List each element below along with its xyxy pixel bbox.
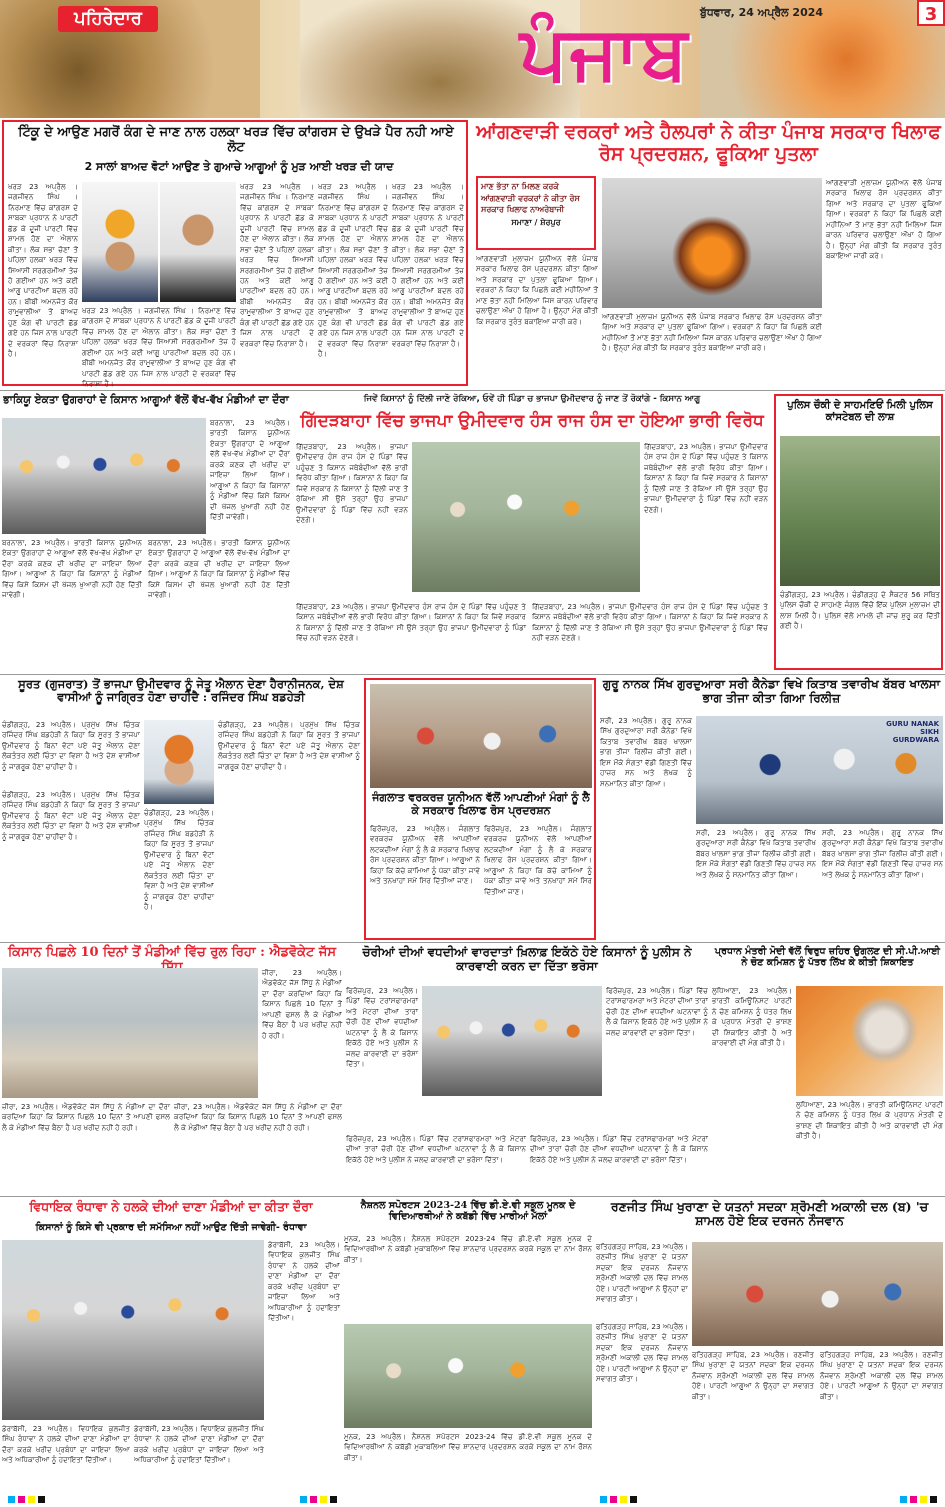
article-body-col3: ਚੰਡੀਗੜ੍ਹ, 23 ਅਪ੍ਰੈਲ। ਪ੍ਰਮੁੱਖ ਸਿੱਖ ਚਿੰਤਕ ਰਜਿੰਦਰ ਸਿੰਘ ਬਡਹੇੜੀ ਨੇ ਕਿਹਾ ਕਿ ਸੂਰਤ ਤੋਂ ਭਾਜਪਾ ਉਮੀਦਵਾਰ ਨੂੰ ਬਿਨਾਂ ਵੋਟਾਂ ਪਏ ਜੇਤੂ ਐਲਾਨ ਦੇਣਾ ਲੋਕਤੰਤਰ ਲਈ ਚਿੰਤਾ ਦਾ ਵਿਸ਼ਾ ਹੈ ਅਤੇ ਦੇਸ਼ ਵਾਸੀਆਂ ਨੂੰ ਜਾਗਰੂਕ ਹੋਣਾ ਚਾਹੀਦਾ ਹੈ। xyxy=(2,790,140,841)
grain-market-photo xyxy=(2,968,258,1098)
article-farmers-mandi-10-days xyxy=(2,946,342,1194)
article-body-col3: ਫਿਰੋਜ਼ਪੁਰ, 23 ਅਪ੍ਰੈਲ। ਪਿੰਡਾਂ ਵਿੱਚ ਟਰਾਂਸਫਾਰਮਰਾਂ ਅਤੇ ਮੋਟਰਾਂ ਦੀਆਂ ਤਾਰਾਂ ਚੋਰੀ ਹੋਣ ਦੀਆਂ ਵਧਦੀਆਂ ਘਟਨਾਵਾਂ ਨੂੰ ਲੈ ਕੇ ਕਿਸਾਨ ਇਕੱਠੇ ਹੋਏ ਅਤੇ ਪੁਲੀਸ ਨੇ ਜਲਦ ਕਾਰਵਾਈ ਦਾ ਭਰੋਸਾ ਦਿੱਤਾ। xyxy=(346,1134,526,1164)
article-body-col2: ਮੂਨਕ, 23 ਅਪ੍ਰੈਲ। ਨੈਸ਼ਨਲ ਸਪੋਰਟਸ 2023-24 ਵਿੱਚ ਡੀ.ਏ.ਵੀ ਸਕੂਲ ਮੂਨਕ ਦੇ ਵਿਦਿਆਰਥੀਆਂ ਨੇ ਕਬੱਡੀ ਮੁਕਾਬਲਿਆਂ ਵਿੱਚ ਸ਼ਾਨਦਾਰ ਪ੍ਰਦਰਸ਼ਨ ਕਰਕੇ ਸਕੂਲ ਦਾ ਨਾਮ ਰੌਸ਼ਨ ਕੀਤਾ। xyxy=(344,1432,592,1462)
issue-date: ਬੁੱਧਵਾਰ, 24 ਅਪ੍ਰੈਲ 2024 xyxy=(700,6,824,19)
black-mark xyxy=(38,1496,45,1503)
article-headline: ਰਣਜੀਤ ਸਿੰਘ ਖੁਰਾਣਾ ਦੇ ਯਤਨਾਂ ਸਦਕਾ ਸ਼੍ਰੋਮਣੀ ਅਕਾਲੀ ਦਲ (ਬ) 'ਚ ਸ਼ਾਮਲ ਹੋਏ ਇਕ ਦਰਜਨ ਨੌਜਵਾਨ xyxy=(610,1199,929,1229)
article-body-col2: ਗਿੱਦੜਬਾਹਾ, 23 ਅਪ੍ਰੈਲ। ਭਾਜਪਾ ਉਮੀਦਵਾਰ ਹੰਸ ਰਾਜ ਹੰਸ ਦੇ ਪਿੰਡਾਂ ਵਿੱਚ ਪਹੁੰਚਣ ਤੇ ਕਿਸਾਨ ਜਥੇਬੰਦੀਆਂ ਵੱਲੋਂ ਭਾਰੀ ਵਿਰੋਧ ਕੀਤਾ ਗਿਆ। ਕਿਸਾਨਾਂ ਨੇ ਕਿਹਾ ਕਿ ਜਿਵੇਂ ਸਰਕਾਰ ਨੇ ਕਿਸਾਨਾਂ ਨੂੰ ਦਿੱਲੀ ਜਾਣ ਤੋਂ ਰੋਕਿਆ ਸੀ ਉਸੇ ਤਰ੍ਹਾਂ ਉਹ ਭਾਜਪਾ ਉਮੀਦਵਾਰਾਂ ਨੂੰ ਪਿੰਡਾਂ ਵਿੱਚ ਨਹੀਂ ਵੜਨ ਦੇਣਗੇ। xyxy=(644,442,768,514)
article-body-col3: ਖਰੜ 23 ਅਪ੍ਰੈਲ । ਜਗਜੀਵਨ ਸਿੰਘ । ਨਿਰਮਾਣ ਵਿੱਚ ਕਾਂਗਰਸ ਦੇ ਸਾਬਕਾ ਪ੍ਰਧਾਨ ਨੇ ਪਾਰਟੀ ਛੱਡ ਕੇ ਦੂਜੀ ਪਾਰਟੀ ਵਿੱਚ ਸ਼ਾਮਲ ਹੋਣ ਦਾ ਐਲਾਨ ਕੀਤਾ। ਲੋਕ ਸਭਾ ਚੋਣਾਂ ਤੋਂ ਪਹਿਲਾਂ ਹਲਕਾ ਖਰੜ ਵਿੱਚ ਸਿਆਸੀ ਸਰਗਰਮੀਆਂ ਤੇਜ਼ ਹੋ ਗਈਆਂ ਹਨ ਅਤੇ ਕਈ ਆਗੂ ਪਾਰਟੀਆਂ ਬਦਲ ਰਹੇ ਹਨ। ਬੀਬੀ ਅਮਨਜੋਤ ਕੌਰ ਰਾਮੂਵਾਲੀਆ ਤੋਂ ਬਾਅਦ ਹੁਣ ਕੰਗ ਵੀ ਪਾਰਟੀ ਛੱਡ ਗਏ ਹਨ ਜਿਸ ਨਾਲ ਪਾਰਟੀ ਦੇ ਵਰਕਰਾਂ ਵਿੱਚ ਨਿਰਾਸ਼ਾ ਹੈ। xyxy=(240,182,314,348)
article-kicker: ਜਿਵੇਂ ਕਿਸਾਨਾਂ ਨੂੰ ਦਿੱਲੀ ਜਾਣੋ ਰੋਕਿਆ, ਓਵੇਂ ਹੀ ਪਿੰਡਾ ਚ ਭਾਜਪਾ ਉਮੀਦਵਾਰ ਨੂੰ ਜਾਣ ਤੋਂ ਰੋਕਾਂਗੇ - ਕਿਸਾਨ ਆਗੂ xyxy=(363,394,701,404)
article-headline: ਨੈਸ਼ਨਲ ਸਪੋਰਟਸ 2023-24 ਵਿੱਚ ਡੀ.ਏ.ਵੀ ਸਕੂਲ ਮੂਨਕ ਦੇ ਵਿਦਿਆਰਥੀਆਂ ਨੇ ਕਬੱਡੀ ਵਿੱਚ ਮਾਰੀਆਂ ਮੱਲਾਂ xyxy=(360,1200,576,1223)
article-body-col2: ਡੇਰਾਬੱਸੀ, 23 ਅਪ੍ਰੈਲ। ਵਿਧਾਇਕ ਕੁਲਜੀਤ ਸਿੰਘ ਰੰਧਾਵਾ ਨੇ ਹਲਕੇ ਦੀਆਂ ਦਾਣਾ ਮੰਡੀਆਂ ਦਾ ਦੌਰਾ ਕਰਕੇ ਖਰੀਦ ਪ੍ਰਬੰਧਾਂ ਦਾ ਜਾਇਜ਼ਾ ਲਿਆ ਅਤੇ ਅਧਿਕਾਰੀਆਂ ਨੂੰ ਹਦਾਇਤਾਂ ਦਿੱਤੀਆਂ। xyxy=(2,1424,130,1465)
article-body-col4: ਫਿਰੋਜ਼ਪੁਰ, 23 ਅਪ੍ਰੈਲ। ਪਿੰਡਾਂ ਵਿੱਚ ਟਰਾਂਸਫਾਰਮਰਾਂ ਅਤੇ ਮੋਟਰਾਂ ਦੀਆਂ ਤਾਰਾਂ ਚੋਰੀ ਹੋਣ ਦੀਆਂ ਵਧਦੀਆਂ ਘਟਨਾਵਾਂ ਨੂੰ ਲੈ ਕੇ ਕਿਸਾਨ ਇਕੱਠੇ ਹੋਏ ਅਤੇ ਪੁਲੀਸ ਨੇ ਜਲਦ ਕਾਰਵਾਈ ਦਾ ਭਰੋਸਾ ਦਿੱਤਾ। xyxy=(530,1134,708,1164)
police-forest-photo xyxy=(780,436,940,586)
article-body-col2: ਜ਼ੀਰਾ, 23 ਅਪ੍ਰੈਲ। ਐਡਵੋਕੇਟ ਜੱਸ ਸਿੱਧੂ ਨੇ ਮੰਡੀਆਂ ਦਾ ਦੌਰਾ ਕਰਦਿਆਂ ਕਿਹਾ ਕਿ ਕਿਸਾਨ ਪਿਛਲੇ 10 ਦਿਨਾਂ ਤੋਂ ਆਪਣੀ ਫਸਲ ਲੈ ਕੇ ਮੰਡੀਆਂ ਵਿੱਚ ਬੈਠਾ ਹੈ ਪਰ ਖਰੀਦ ਨਹੀਂ ਹੋ ਰਹੀ। xyxy=(2,1102,170,1132)
magenta-mark xyxy=(610,1496,617,1503)
divider xyxy=(0,1196,945,1197)
article-body-col4: ਗਿੱਦੜਬਾਹਾ, 23 ਅਪ੍ਰੈਲ। ਭਾਜਪਾ ਉਮੀਦਵਾਰ ਹੰਸ ਰਾਜ ਹੰਸ ਦੇ ਪਿੰਡਾਂ ਵਿੱਚ ਪਹੁੰਚਣ ਤੇ ਕਿਸਾਨ ਜਥੇਬੰਦੀਆਂ ਵੱਲੋਂ ਭਾਰੀ ਵਿਰੋਧ ਕੀਤਾ ਗਿਆ। ਕਿਸਾਨਾਂ ਨੇ ਕਿਹਾ ਕਿ ਜਿਵੇਂ ਸਰਕਾਰ ਨੇ ਕਿਸਾਨਾਂ ਨੂੰ ਦਿੱਲੀ ਜਾਣ ਤੋਂ ਰੋਕਿਆ ਸੀ ਉਸੇ ਤਰ੍ਹਾਂ ਉਹ ਭਾਜਪਾ ਉਮੀਦਵਾਰਾਂ ਨੂੰ ਪਿੰਡਾਂ ਵਿੱਚ ਨਹੀਂ ਵੜਨ ਦੇਣਗੇ। xyxy=(532,602,768,643)
portrait-photo-turban xyxy=(82,182,158,302)
article-body-col1: ਸਰੀ, 23 ਅਪ੍ਰੈਲ। ਗੁਰੂ ਨਾਨਕ ਸਿੱਖ ਗੁਰਦੁਆਰਾ ਸਰੀ ਕੈਨੇਡਾ ਵਿਖੇ ਕਿਤਾਬ ਤਵਾਰੀਖ ਬੱਬਰ ਖਾਲਸਾ ਭਾਗ ਤੀਜਾ ਰਿਲੀਜ਼ ਕੀਤੀ ਗਈ। ਇਸ ਮੌਕੇ ਸੰਗਤਾਂ ਵੱਡੀ ਗਿਣਤੀ ਵਿੱਚ ਹਾਜ਼ਰ ਸਨ ਅਤੇ ਲੇਖਕ ਨੂੰ ਸਨਮਾਨਿਤ ਕੀਤਾ ਗਿਆ। xyxy=(600,716,692,788)
article-anganwadi-protest xyxy=(474,122,943,386)
article-body: ਚੰਡੀਗੜ੍ਹ, 23 ਅਪ੍ਰੈਲ। ਚੰਡੀਗੜ੍ਹ ਦੇ ਸੈਕਟਰ 56 ਸਥਿਤ ਪੁਲਿਸ ਚੌਕੀ ਦੇ ਸਾਹਮਣੇ ਜੰਗਲ ਵਿੱਚੋਂ ਇੱਕ ਪੁਲਿਸ ਮੁਲਾਜ਼ਮ ਦੀ ਲਾਸ਼ ਮਿਲੀ ਹੈ। ਪੁਲਿਸ ਵੱਲੋਂ ਮਾਮਲੇ ਦੀ ਜਾਂਚ ਸ਼ੁਰੂ ਕਰ ਦਿੱਤੀ ਗਈ ਹੈ। xyxy=(780,590,940,631)
article-subhead: ਕਿਸਾਨਾਂ ਨੂੰ ਕਿਸੇ ਵੀ ਪ੍ਰਕਾਰ ਦੀ ਸਮੱਸਿਆ ਨਹੀਂ ਆਉਣ ਦਿੱਤੀ ਜਾਵੇਗੀ- ਰੰਧਾਵਾ xyxy=(35,1222,307,1233)
highlight-line-3: ਸਰਕਾਰ ਖਿਲਾਫ ਨਾਅਰੇਬਾਜੀ xyxy=(481,205,565,215)
divider xyxy=(0,674,945,675)
article-forest-workers-protest xyxy=(364,678,596,940)
article-headline: ਪ੍ਰਧਾਨ ਮੰਤਰੀ ਮੋਦੀ ਵੱਲੋਂ ਵਿਰੁਧ ਜ਼ਹਿਰ ਉਗਲਣ ਦੀ ਸੀ.ਪੀ.ਆਈ ਨੇ ਚੋਣ ਕਮਿਸ਼ਨ ਨੂੰ ਪੱਤਰ ਲਿੱਖ ਕੇ ਕੀਤੀ ਸ਼ਿਕਾਇਤ xyxy=(714,946,941,969)
print-color-bar xyxy=(0,1493,945,1507)
gurdwara-sign: GURU NANAK SIKH GURDWARA xyxy=(886,720,939,744)
article-body-col4: ਫਤਿਹਗੜ੍ਹ ਸਾਹਿਬ, 23 ਅਪ੍ਰੈਲ। ਰਣਜੀਤ ਸਿੰਘ ਖੁਰਾਣਾ ਦੇ ਯਤਨਾਂ ਸਦਕਾ ਇਕ ਦਰਜਨ ਨੌਜਵਾਨ ਸ਼੍ਰੋਮਣੀ ਅਕਾਲੀ ਦਲ ਵਿੱਚ ਸ਼ਾਮਲ ਹੋਏ। ਪਾਰਟੀ ਆਗੂਆਂ ਨੇ ਉਨ੍ਹਾਂ ਦਾ ਸਵਾਗਤ ਕੀਤਾ। xyxy=(820,1350,943,1401)
article-headline: ਪੁਲਿਸ ਚੌਕੀ ਦੇ ਸਾਹਮਣਿਓਂ ਮਿਲੀ ਪੁਲਿਸ ਕਾਂਸਟੇਬਲ ਦੀ ਲਾਸ਼ xyxy=(787,400,933,423)
article-body-col1: ਗਿੱਦੜਬਾਹਾ, 23 ਅਪ੍ਰੈਲ। ਭਾਜਪਾ ਉਮੀਦਵਾਰ ਹੰਸ ਰਾਜ ਹੰਸ ਦੇ ਪਿੰਡਾਂ ਵਿੱਚ ਪਹੁੰਚਣ ਤੇ ਕਿਸਾਨ ਜਥੇਬੰਦੀਆਂ ਵੱਲੋਂ ਭਾਰੀ ਵਿਰੋਧ ਕੀਤਾ ਗਿਆ। ਕਿਸਾਨਾਂ ਨੇ ਕਿਹਾ ਕਿ ਜਿਵੇਂ ਸਰਕਾਰ ਨੇ ਕਿਸਾਨਾਂ ਨੂੰ ਦਿੱਲੀ ਜਾਣ ਤੋਂ ਰੋਕਿਆ ਸੀ ਉਸੇ ਤਰ੍ਹਾਂ ਉਹ ਭਾਜਪਾ ਉਮੀਦਵਾਰਾਂ ਨੂੰ ਪਿੰਡਾਂ ਵਿੱਚ ਨਹੀਂ ਵੜਨ ਦੇਣਗੇ। xyxy=(296,442,408,525)
article-body-col4: ਚੰਡੀਗੜ੍ਹ, 23 ਅਪ੍ਰੈਲ। ਪ੍ਰਮੁੱਖ ਸਿੱਖ ਚਿੰਤਕ ਰਜਿੰਦਰ ਸਿੰਘ ਬਡਹੇੜੀ ਨੇ ਕਿਹਾ ਕਿ ਸੂਰਤ ਤੋਂ ਭਾਜਪਾ ਉਮੀਦਵਾਰ ਨੂੰ ਬਿਨਾਂ ਵੋਟਾਂ ਪਏ ਜੇਤੂ ਐਲਾਨ ਦੇਣਾ ਲੋਕਤੰਤਰ ਲਈ ਚਿੰਤਾ ਦਾ ਵਿਸ਼ਾ ਹੈ ਅਤੇ ਦੇਸ਼ ਵਾਸੀਆਂ ਨੂੰ ਜਾਗਰੂਕ ਹੋਣਾ ਚਾਹੀਦਾ ਹੈ। xyxy=(144,808,214,911)
highlight-line-2: ਆਂਗਣਵਾੜੀ ਵਰਕਰਾਂ ਨੇ ਕੀਤਾ ਰੋਸ xyxy=(481,193,580,203)
article-theft-farmers-police xyxy=(346,946,708,1194)
article-body-col1: ਲੁਧਿਆਣਾ, 23 ਅਪ੍ਰੈਲ। ਭਾਰਤੀ ਕਮਿਊਨਿਸਟ ਪਾਰਟੀ ਨੇ ਚੋਣ ਕਮਿਸ਼ਨ ਨੂੰ ਪੱਤਰ ਲਿਖ ਕੇ ਪ੍ਰਧਾਨ ਮੰਤਰੀ ਦੇ ਭਾਸ਼ਣ ਦੀ ਸ਼ਿਕਾਇਤ ਕੀਤੀ ਹੈ ਅਤੇ ਕਾਰਵਾਈ ਦੀ ਮੰਗ ਕੀਤੀ ਹੈ। xyxy=(712,986,792,1048)
effigy-burning-photo xyxy=(602,178,822,308)
article-mla-randhawa-mandi xyxy=(2,1200,340,1490)
article-body-col2: ਬਰਨਾਲਾ, 23 ਅਪ੍ਰੈਲ। ਭਾਰਤੀ ਕਿਸਾਨ ਯੂਨੀਅਨ ਏਕਤਾ ਉਗਰਾਹਾਂ ਦੇ ਆਗੂਆਂ ਵੱਲੋਂ ਵੱਖ-ਵੱਖ ਮੰਡੀਆਂ ਦਾ ਦੌਰਾ ਕਰਕੇ ਕਣਕ ਦੀ ਖਰੀਦ ਦਾ ਜਾਇਜ਼ਾ ਲਿਆ ਗਿਆ। ਆਗੂਆਂ ਨੇ ਕਿਹਾ ਕਿ ਕਿਸਾਨਾਂ ਨੂੰ ਮੰਡੀਆਂ ਵਿੱਚ ਕਿਸੇ ਕਿਸਮ ਦੀ ਖੱਜਲ ਖੁਆਰੀ ਨਹੀਂ ਹੋਣ ਦਿੱਤੀ ਜਾਵੇਗੀ। xyxy=(2,538,142,600)
article-body-col3: ਸਰੀ, 23 ਅਪ੍ਰੈਲ। ਗੁਰੂ ਨਾਨਕ ਸਿੱਖ ਗੁਰਦੁਆਰਾ ਸਰੀ ਕੈਨੇਡਾ ਵਿਖੇ ਕਿਤਾਬ ਤਵਾਰੀਖ ਬੱਬਰ ਖਾਲਸਾ ਭਾਗ ਤੀਜਾ ਰਿਲੀਜ਼ ਕੀਤੀ ਗਈ। ਇਸ ਮੌਕੇ ਸੰਗਤਾਂ ਵੱਡੀ ਗਿਣਤੀ ਵਿੱਚ ਹਾਜ਼ਰ ਸਨ ਅਤੇ ਲੇਖਕ ਨੂੰ ਸਨਮਾਨਿਤ ਕੀਤਾ ਗਿਆ। xyxy=(822,828,943,879)
article-headline: ਗਿੱਦੜਬਾਹਾ ਵਿੱਚ ਭਾਜਪਾ ਉਮੀਦਵਾਰ ਹੰਸ ਰਾਜ ਹੰਸ ਦਾ ਹੋਇਆ ਭਾਰੀ ਵਿਰੋਧ xyxy=(300,411,764,431)
farmers-police-meeting-photo xyxy=(422,986,602,1096)
article-headline: ਗੁਰੂ ਨਾਨਕ ਸਿੱਖ ਗੁਰਦੁਆਰਾ ਸਰੀ ਕੈਨੇਡਾ ਵਿਖੇ ਕਿਤਾਬ ਤਵਾਰੀਖ ਬੱਬਰ ਖਾਲਸਾ ਭਾਗ ਤੀਜਾ ਕੀਤਾ ਗਿਆ ਰਿਲੀਜ਼ xyxy=(602,677,941,705)
cyan-mark xyxy=(900,1496,907,1503)
article-subhead: 2 ਸਾਲਾਂ ਬਾਅਦ ਵੋਟਾਂ ਆਉਣ ਤੇ ਗੁਆਚੇ ਆਗੂਆਂ ਨੂੰ ਮੁੜ ਆਈ ਖਰੜ ਦੀ ਯਾਦ xyxy=(84,160,394,173)
yellow-mark xyxy=(920,1496,927,1503)
article-body-col1: ਫਤਿਹਗੜ੍ਹ ਸਾਹਿਬ, 23 ਅਪ੍ਰੈਲ। ਰਣਜੀਤ ਸਿੰਘ ਖੁਰਾਣਾ ਦੇ ਯਤਨਾਂ ਸਦਕਾ ਇਕ ਦਰਜਨ ਨੌਜਵਾਨ ਸ਼੍ਰੋਮਣੀ ਅਕਾਲੀ ਦਲ ਵਿੱਚ ਸ਼ਾਮਲ ਹੋਏ। ਪਾਰਟੀ ਆਗੂਆਂ ਨੇ ਉਨ੍ਹਾਂ ਦਾ ਸਵਾਗਤ ਕੀਤਾ। xyxy=(596,1242,688,1304)
article-body-col2: ਫਿਰੋਜ਼ਪੁਰ, 23 ਅਪ੍ਰੈਲ। ਜੰਗਲਾਤ ਵਰਕਰਜ਼ ਯੂਨੀਅਨ ਵੱਲੋਂ ਆਪਣੀਆਂ ਲਟਕਦੀਆਂ ਮੰਗਾਂ ਨੂੰ ਲੈ ਕੇ ਸਰਕਾਰ ਖਿਲਾਫ ਰੋਸ ਪ੍ਰਦਰਸ਼ਨ ਕੀਤਾ ਗਿਆ। ਆਗੂਆਂ ਨੇ ਕਿਹਾ ਕਿ ਕੱਚੇ ਕਾਮਿਆਂ ਨੂੰ ਪੱਕਾ ਕੀਤਾ ਜਾਵੇ ਅਤੇ ਤਨਖਾਹਾਂ ਸਮੇਂ ਸਿਰ ਦਿੱਤੀਆਂ ਜਾਣ। xyxy=(484,824,592,896)
magenta-mark xyxy=(18,1496,25,1503)
article-kharar-congress xyxy=(2,120,468,389)
book-release-photo xyxy=(696,716,943,824)
article-body-col1: ਖਰੜ 23 ਅਪ੍ਰੈਲ । ਜਗਜੀਵਨ ਸਿੰਘ । ਨਿਰਮਾਣ ਵਿੱਚ ਕਾਂਗਰਸ ਦੇ ਸਾਬਕਾ ਪ੍ਰਧਾਨ ਨੇ ਪਾਰਟੀ ਛੱਡ ਕੇ ਦੂਜੀ ਪਾਰਟੀ ਵਿੱਚ ਸ਼ਾਮਲ ਹੋਣ ਦਾ ਐਲਾਨ ਕੀਤਾ। ਲੋਕ ਸਭਾ ਚੋਣਾਂ ਤੋਂ ਪਹਿਲਾਂ ਹਲਕਾ ਖਰੜ ਵਿੱਚ ਸਿਆਸੀ ਸਰਗਰਮੀਆਂ ਤੇਜ਼ ਹੋ ਗਈਆਂ ਹਨ ਅਤੇ ਕਈ ਆਗੂ ਪਾਰਟੀਆਂ ਬਦਲ ਰਹੇ ਹਨ। ਬੀਬੀ ਅਮਨਜੋਤ ਕੌਰ ਰਾਮੂਵਾਲੀਆ ਤੋਂ ਬਾਅਦ ਹੁਣ ਕੰਗ ਵੀ ਪਾਰਟੀ ਛੱਡ ਗਏ ਹਨ ਜਿਸ ਨਾਲ ਪਾਰਟੀ ਦੇ ਵਰਕਰਾਂ ਵਿੱਚ ਨਿਰਾਸ਼ਾ ਹੈ। xyxy=(8,182,78,358)
article-body-col5: ਖਰੜ 23 ਅਪ੍ਰੈਲ । ਜਗਜੀਵਨ ਸਿੰਘ । ਨਿਰਮਾਣ ਵਿੱਚ ਕਾਂਗਰਸ ਦੇ ਸਾਬਕਾ ਪ੍ਰਧਾਨ ਨੇ ਪਾਰਟੀ ਛੱਡ ਕੇ ਦੂਜੀ ਪਾਰਟੀ ਵਿੱਚ ਸ਼ਾਮਲ ਹੋਣ ਦਾ ਐਲਾਨ ਕੀਤਾ। ਲੋਕ ਸਭਾ ਚੋਣਾਂ ਤੋਂ ਪਹਿਲਾਂ ਹਲਕਾ ਖਰੜ ਵਿੱਚ ਸਿਆਸੀ ਸਰਗਰਮੀਆਂ ਤੇਜ਼ ਹੋ ਗਈਆਂ ਹਨ ਅਤੇ ਕਈ ਆਗੂ ਪਾਰਟੀਆਂ ਬਦਲ ਰਹੇ ਹਨ। ਬੀਬੀ ਅਮਨਜੋਤ ਕੌਰ ਰਾਮੂਵਾਲੀਆ ਤੋਂ ਬਾਅਦ ਹੁਣ ਕੰਗ ਵੀ ਪਾਰਟੀ ਛੱਡ ਗਏ ਹਨ ਜਿਸ ਨਾਲ ਪਾਰਟੀ ਦੇ ਵਰਕਰਾਂ ਵਿੱਚ ਨਿਰਾਸ਼ਾ ਹੈ। xyxy=(392,182,464,348)
masthead xyxy=(0,0,945,118)
article-book-release-surrey xyxy=(600,678,943,936)
divider xyxy=(0,942,945,943)
article-body-col1: ਚੰਡੀਗੜ੍ਹ, 23 ਅਪ੍ਰੈਲ। ਪ੍ਰਮੁੱਖ ਸਿੱਖ ਚਿੰਤਕ ਰਜਿੰਦਰ ਸਿੰਘ ਬਡਹੇੜੀ ਨੇ ਕਿਹਾ ਕਿ ਸੂਰਤ ਤੋਂ ਭਾਜਪਾ ਉਮੀਦਵਾਰ ਨੂੰ ਬਿਨਾਂ ਵੋਟਾਂ ਪਏ ਜੇਤੂ ਐਲਾਨ ਦੇਣਾ ਲੋਕਤੰਤਰ ਲਈ ਚਿੰਤਾ ਦਾ ਵਿਸ਼ਾ ਹੈ ਅਤੇ ਦੇਸ਼ ਵਾਸੀਆਂ ਨੂੰ ਜਾਗਰੂਕ ਹੋਣਾ ਚਾਹੀਦਾ ਹੈ। xyxy=(2,720,140,771)
article-headline: ਟਿੰਕੂ ਦੇ ਆਉਣ ਮਗਰੋਂ ਕੰਗ ਦੇ ਜਾਣ ਨਾਲ ਹਲਕਾ ਖਰੜ ਵਿੱਚ ਕਾਂਗਰਸ ਦੇ ਉਖੜੇ ਪੈਰ ਨਹੀ ਆਏ ਲੋਟ xyxy=(18,125,454,155)
protest-crowd-photo xyxy=(412,442,640,592)
highlight-line-1: ਮਾਣ ਭੱਤਾ ਨਾ ਮਿਲਣ ਕਰਕੇ xyxy=(481,182,559,191)
black-mark xyxy=(930,1496,937,1503)
article-body-col2: ਖਰੜ 23 ਅਪ੍ਰੈਲ । ਜਗਜੀਵਨ ਸਿੰਘ । ਨਿਰਮਾਣ ਵਿੱਚ ਕਾਂਗਰਸ ਦੇ ਸਾਬਕਾ ਪ੍ਰਧਾਨ ਨੇ ਪਾਰਟੀ ਛੱਡ ਕੇ ਦੂਜੀ ਪਾਰਟੀ ਵਿੱਚ ਸ਼ਾਮਲ ਹੋਣ ਦਾ ਐਲਾਨ ਕੀਤਾ। ਲੋਕ ਸਭਾ ਚੋਣਾਂ ਤੋਂ ਪਹਿਲਾਂ ਹਲਕਾ ਖਰੜ ਵਿੱਚ ਸਿਆਸੀ ਸਰਗਰਮੀਆਂ ਤੇਜ਼ ਹੋ ਗਈਆਂ ਹਨ ਅਤੇ ਕਈ ਆਗੂ ਪਾਰਟੀਆਂ ਬਦਲ ਰਹੇ ਹਨ। ਬੀਬੀ ਅਮਨਜੋਤ ਕੌਰ ਰਾਮੂਵਾਲੀਆ ਤੋਂ ਬਾਅਦ ਹੁਣ ਕੰਗ ਵੀ ਪਾਰਟੀ ਛੱਡ ਗਏ ਹਨ ਜਿਸ ਨਾਲ ਪਾਰਟੀ ਦੇ ਵਰਕਰਾਂ ਵਿੱਚ ਨਿਰਾਸ਼ਾ ਹੈ। xyxy=(82,306,236,389)
pm-speech-photo xyxy=(796,986,943,1096)
article-headline: ਆਂਗਣਵਾੜੀ ਵਰਕਰਾਂ ਅਤੇ ਹੈਲਪਰਾਂ ਨੇ ਕੀਤਾ ਪੰਜਾਬ ਸਰਕਾਰ ਖਿਲਾਫ ਰੋਸ ਪ੍ਰਦਰਸ਼ਨ, ਫੂਕਿਆ ਪੁਤਲਾ xyxy=(476,121,941,165)
article-body-col1: ਫਿਰੋਜ਼ਪੁਰ, 23 ਅਪ੍ਰੈਲ। ਪਿੰਡਾਂ ਵਿੱਚ ਟਰਾਂਸਫਾਰਮਰਾਂ ਅਤੇ ਮੋਟਰਾਂ ਦੀਆਂ ਤਾਰਾਂ ਚੋਰੀ ਹੋਣ ਦੀਆਂ ਵਧਦੀਆਂ ਘਟਨਾਵਾਂ ਨੂੰ ਲੈ ਕੇ ਕਿਸਾਨ ਇਕੱਠੇ ਹੋਏ ਅਤੇ ਪੁਲੀਸ ਨੇ ਜਲਦ ਕਾਰਵਾਈ ਦਾ ਭਰੋਸਾ ਦਿੱਤਾ। xyxy=(346,986,418,1069)
article-body-col2: ਆਂਗਣਵਾੜੀ ਮੁਲਾਜ਼ਮ ਯੂਨੀਅਨ ਵੱਲੋਂ ਪੰਜਾਬ ਸਰਕਾਰ ਖਿਲਾਫ ਰੋਸ ਪ੍ਰਦਰਸ਼ਨ ਕੀਤਾ ਗਿਆ ਅਤੇ ਸਰਕਾਰ ਦਾ ਪੁਤਲਾ ਫੂਕਿਆ ਗਿਆ। ਵਰਕਰਾਂ ਨੇ ਕਿਹਾ ਕਿ ਪਿਛਲੇ ਕਈ ਮਹੀਨਿਆਂ ਤੋਂ ਮਾਣ ਭੱਤਾ ਨਹੀਂ ਮਿਲਿਆ ਜਿਸ ਕਾਰਨ ਪਰਿਵਾਰ ਚਲਾਉਣਾ ਔਖਾ ਹੋ ਗਿਆ ਹੈ। ਉਨ੍ਹਾਂ ਮੰਗ ਕੀਤੀ ਕਿ ਸਰਕਾਰ ਤੁਰੰਤ ਬਕਾਇਆ ਜਾਰੀ ਕਰੇ। xyxy=(602,312,822,353)
article-headline: ਵਿਧਾਇਕ ਰੰਧਾਵਾ ਨੇ ਹਲਕੇ ਦੀਆਂ ਦਾਣਾ ਮੰਡੀਆਂ ਦਾ ਕੀਤਾ ਦੌਰਾ xyxy=(29,1199,313,1214)
article-surat-bjp xyxy=(2,678,360,936)
article-dav-school-kabaddi xyxy=(344,1200,592,1490)
portrait-photo xyxy=(160,182,236,302)
divider xyxy=(0,390,945,391)
article-bku-mandi-visit xyxy=(2,394,290,670)
article-body-col4: ਖਰੜ 23 ਅਪ੍ਰੈਲ । ਜਗਜੀਵਨ ਸਿੰਘ । ਨਿਰਮਾਣ ਵਿੱਚ ਕਾਂਗਰਸ ਦੇ ਸਾਬਕਾ ਪ੍ਰਧਾਨ ਨੇ ਪਾਰਟੀ ਛੱਡ ਕੇ ਦੂਜੀ ਪਾਰਟੀ ਵਿੱਚ ਸ਼ਾਮਲ ਹੋਣ ਦਾ ਐਲਾਨ ਕੀਤਾ। ਲੋਕ ਸਭਾ ਚੋਣਾਂ ਤੋਂ ਪਹਿਲਾਂ ਹਲਕਾ ਖਰੜ ਵਿੱਚ ਸਿਆਸੀ ਸਰਗਰਮੀਆਂ ਤੇਜ਼ ਹੋ ਗਈਆਂ ਹਨ ਅਤੇ ਕਈ ਆਗੂ ਪਾਰਟੀਆਂ ਬਦਲ ਰਹੇ ਹਨ। ਬੀਬੀ ਅਮਨਜੋਤ ਕੌਰ ਰਾਮੂਵਾਲੀਆ ਤੋਂ ਬਾਅਦ ਹੁਣ ਕੰਗ ਵੀ ਪਾਰਟੀ ਛੱਡ ਗਏ ਹਨ ਜਿਸ ਨਾਲ ਪਾਰਟੀ ਦੇ ਵਰਕਰਾਂ ਵਿੱਚ ਨਿਰਾਸ਼ਾ ਹੈ। xyxy=(318,182,388,358)
article-body-col2: ਫਤਿਹਗੜ੍ਹ ਸਾਹਿਬ, 23 ਅਪ੍ਰੈਲ। ਰਣਜੀਤ ਸਿੰਘ ਖੁਰਾਣਾ ਦੇ ਯਤਨਾਂ ਸਦਕਾ ਇਕ ਦਰਜਨ ਨੌਜਵਾਨ ਸ਼੍ਰੋਮਣੀ ਅਕਾਲੀ ਦਲ ਵਿੱਚ ਸ਼ਾਮਲ ਹੋਏ। ਪਾਰਟੀ ਆਗੂਆਂ ਨੇ ਉਨ੍ਹਾਂ ਦਾ ਸਵਾਗਤ ਕੀਤਾ। xyxy=(596,1322,688,1384)
black-mark xyxy=(630,1496,637,1503)
article-body-col3: ਜ਼ੀਰਾ, 23 ਅਪ੍ਰੈਲ। ਐਡਵੋਕੇਟ ਜੱਸ ਸਿੱਧੂ ਨੇ ਮੰਡੀਆਂ ਦਾ ਦੌਰਾ ਕਰਦਿਆਂ ਕਿਹਾ ਕਿ ਕਿਸਾਨ ਪਿਛਲੇ 10 ਦਿਨਾਂ ਤੋਂ ਆਪਣੀ ਫਸਲ ਲੈ ਕੇ ਮੰਡੀਆਂ ਵਿੱਚ ਬੈਠਾ ਹੈ ਪਰ ਖਰੀਦ ਨਹੀਂ ਹੋ ਰਹੀ। xyxy=(174,1102,342,1132)
article-body-col3: ਆਂਗਣਵਾੜੀ ਮੁਲਾਜ਼ਮ ਯੂਨੀਅਨ ਵੱਲੋਂ ਪੰਜਾਬ ਸਰਕਾਰ ਖਿਲਾਫ ਰੋਸ ਪ੍ਰਦਰਸ਼ਨ ਕੀਤਾ ਗਿਆ ਅਤੇ ਸਰਕਾਰ ਦਾ ਪੁਤਲਾ ਫੂਕਿਆ ਗਿਆ। ਵਰਕਰਾਂ ਨੇ ਕਿਹਾ ਕਿ ਪਿਛਲੇ ਕਈ ਮਹੀਨਿਆਂ ਤੋਂ ਮਾਣ ਭੱਤਾ ਨਹੀਂ ਮਿਲਿਆ ਜਿਸ ਕਾਰਨ ਪਰਿਵਾਰ ਚਲਾਉਣਾ ਔਖਾ ਹੋ ਗਿਆ ਹੈ। ਉਨ੍ਹਾਂ ਮੰਗ ਕੀਤੀ ਕਿ ਸਰਕਾਰ ਤੁਰੰਤ ਬਕਾਇਆ ਜਾਰੀ ਕਰੇ। xyxy=(826,178,942,261)
article-cpi-complaint xyxy=(712,946,943,1194)
article-body-col2: ਲੁਧਿਆਣਾ, 23 ਅਪ੍ਰੈਲ। ਭਾਰਤੀ ਕਮਿਊਨਿਸਟ ਪਾਰਟੀ ਨੇ ਚੋਣ ਕਮਿਸ਼ਨ ਨੂੰ ਪੱਤਰ ਲਿਖ ਕੇ ਪ੍ਰਧਾਨ ਮੰਤਰੀ ਦੇ ਭਾਸ਼ਣ ਦੀ ਸ਼ਿਕਾਇਤ ਕੀਤੀ ਹੈ ਅਤੇ ਕਾਰਵਾਈ ਦੀ ਮੰਗ ਕੀਤੀ ਹੈ। xyxy=(796,1100,943,1141)
article-body-col2: ਸਰੀ, 23 ਅਪ੍ਰੈਲ। ਗੁਰੂ ਨਾਨਕ ਸਿੱਖ ਗੁਰਦੁਆਰਾ ਸਰੀ ਕੈਨੇਡਾ ਵਿਖੇ ਕਿਤਾਬ ਤਵਾਰੀਖ ਬੱਬਰ ਖਾਲਸਾ ਭਾਗ ਤੀਜਾ ਰਿਲੀਜ਼ ਕੀਤੀ ਗਈ। ਇਸ ਮੌਕੇ ਸੰਗਤਾਂ ਵੱਡੀ ਗਿਣਤੀ ਵਿੱਚ ਹਾਜ਼ਰ ਸਨ ਅਤੇ ਲੇਖਕ ਨੂੰ ਸਨਮਾਨਿਤ ਕੀਤਾ ਗਿਆ। xyxy=(696,828,816,879)
article-akali-dal-youth-join xyxy=(596,1200,943,1490)
magenta-mark xyxy=(910,1496,917,1503)
article-body-col3: ਫਤਿਹਗੜ੍ਹ ਸਾਹਿਬ, 23 ਅਪ੍ਰੈਲ। ਰਣਜੀਤ ਸਿੰਘ ਖੁਰਾਣਾ ਦੇ ਯਤਨਾਂ ਸਦਕਾ ਇਕ ਦਰਜਨ ਨੌਜਵਾਨ ਸ਼੍ਰੋਮਣੀ ਅਕਾਲੀ ਦਲ ਵਿੱਚ ਸ਼ਾਮਲ ਹੋਏ। ਪਾਰਟੀ ਆਗੂਆਂ ਨੇ ਉਨ੍ਹਾਂ ਦਾ ਸਵਾਗਤ ਕੀਤਾ। xyxy=(692,1350,814,1401)
yellow-mark xyxy=(620,1496,627,1503)
cyan-mark xyxy=(300,1496,307,1503)
forest-workers-photo xyxy=(370,684,592,788)
newspaper-brand: ਪਹਿਰੇਦਾਰ xyxy=(58,6,158,32)
farmers-group-photo xyxy=(2,418,206,534)
youth-joining-photo xyxy=(692,1242,943,1346)
article-headline: ਭਾਕਿਯੂ ਏਕਤਾ ਉਗਰਾਹਾਂ ਦੇ ਕਿਸਾਨ ਆਗੂਆਂ ਵੱਲੋਂ ਵੱਖ-ਵੱਖ ਮੰਡੀਆਂ ਦਾ ਦੌਰਾ xyxy=(3,394,289,406)
yellow-mark xyxy=(320,1496,327,1503)
article-body-col3: ਡੇਰਾਬੱਸੀ, 23 ਅਪ੍ਰੈਲ। ਵਿਧਾਇਕ ਕੁਲਜੀਤ ਸਿੰਘ ਰੰਧਾਵਾ ਨੇ ਹਲਕੇ ਦੀਆਂ ਦਾਣਾ ਮੰਡੀਆਂ ਦਾ ਦੌਰਾ ਕਰਕੇ ਖਰੀਦ ਪ੍ਰਬੰਧਾਂ ਦਾ ਜਾਇਜ਼ਾ ਲਿਆ ਅਤੇ ਅਧਿਕਾਰੀਆਂ ਨੂੰ ਹਦਾਇਤਾਂ ਦਿੱਤੀਆਂ। xyxy=(134,1424,264,1465)
black-mark xyxy=(330,1496,337,1503)
article-body-col1: ਆਂਗਣਵਾੜੀ ਮੁਲਾਜ਼ਮ ਯੂਨੀਅਨ ਵੱਲੋਂ ਪੰਜਾਬ ਸਰਕਾਰ ਖਿਲਾਫ ਰੋਸ ਪ੍ਰਦਰਸ਼ਨ ਕੀਤਾ ਗਿਆ ਅਤੇ ਸਰਕਾਰ ਦਾ ਪੁਤਲਾ ਫੂਕਿਆ ਗਿਆ। ਵਰਕਰਾਂ ਨੇ ਕਿਹਾ ਕਿ ਪਿਛਲੇ ਕਈ ਮਹੀਨਿਆਂ ਤੋਂ ਮਾਣ ਭੱਤਾ ਨਹੀਂ ਮਿਲਿਆ ਜਿਸ ਕਾਰਨ ਪਰਿਵਾਰ ਚਲਾਉਣਾ ਔਖਾ ਹੋ ਗਿਆ ਹੈ। ਉਨ੍ਹਾਂ ਮੰਗ ਕੀਤੀ ਕਿ ਸਰਕਾਰ ਤੁਰੰਤ ਬਕਾਇਆ ਜਾਰੀ ਕਰੇ। xyxy=(476,254,598,326)
article-headline: ਜੰਗਲਾਤ ਵਰਕਰਜ਼ ਯੂਨੀਅਨ ਵੱਲੋਂ ਆਪਣੀਆਂ ਮੰਗਾਂ ਨੂੰ ਲੈ ਕੇ ਸਰਕਾਰ ਖਿਲਾਫ ਰੋਸ ਪ੍ਰਦਰਸ਼ਨ xyxy=(372,791,590,817)
yellow-mark xyxy=(28,1496,35,1503)
article-body-col3: ਬਰਨਾਲਾ, 23 ਅਪ੍ਰੈਲ। ਭਾਰਤੀ ਕਿਸਾਨ ਯੂਨੀਅਨ ਏਕਤਾ ਉਗਰਾਹਾਂ ਦੇ ਆਗੂਆਂ ਵੱਲੋਂ ਵੱਖ-ਵੱਖ ਮੰਡੀਆਂ ਦਾ ਦੌਰਾ ਕਰਕੇ ਕਣਕ ਦੀ ਖਰੀਦ ਦਾ ਜਾਇਜ਼ਾ ਲਿਆ ਗਿਆ। ਆਗੂਆਂ ਨੇ ਕਿਹਾ ਕਿ ਕਿਸਾਨਾਂ ਨੂੰ ਮੰਡੀਆਂ ਵਿੱਚ ਕਿਸੇ ਕਿਸਮ ਦੀ ਖੱਜਲ ਖੁਆਰੀ ਨਹੀਂ ਹੋਣ ਦਿੱਤੀ ਜਾਵੇਗੀ। xyxy=(148,538,290,600)
cyan-mark xyxy=(600,1496,607,1503)
mandi-visit-photo xyxy=(2,1240,264,1420)
dateline: ਸਮਾਣਾ / ਸ਼ੇਰਪੁਰ xyxy=(511,217,561,227)
article-highlight-box xyxy=(476,176,596,250)
article-body-col2: ਫਿਰੋਜ਼ਪੁਰ, 23 ਅਪ੍ਰੈਲ। ਪਿੰਡਾਂ ਵਿੱਚ ਟਰਾਂਸਫਾਰਮਰਾਂ ਅਤੇ ਮੋਟਰਾਂ ਦੀਆਂ ਤਾਰਾਂ ਚੋਰੀ ਹੋਣ ਦੀਆਂ ਵਧਦੀਆਂ ਘਟਨਾਵਾਂ ਨੂੰ ਲੈ ਕੇ ਕਿਸਾਨ ਇਕੱਠੇ ਹੋਏ ਅਤੇ ਪੁਲੀਸ ਨੇ ਜਲਦ ਕਾਰਵਾਈ ਦਾ ਭਰੋਸਾ ਦਿੱਤਾ। xyxy=(606,986,708,1037)
article-headline: ਕਿਸਾਨ ਪਿਛਲੇ 10 ਦਿਨਾਂ ਤੋਂ ਮੰਡੀਆਂ ਵਿੱਚ ਰੁਲ ਰਿਹਾ : ਐਡਵੋਕੇਟ ਜੱਸ xyxy=(7,945,337,960)
article-body-col1: ਜ਼ੀਰਾ, 23 ਅਪ੍ਰੈਲ। ਐਡਵੋਕੇਟ ਜੱਸ ਸਿੱਧੂ ਨੇ ਮੰਡੀਆਂ ਦਾ ਦੌਰਾ ਕਰਦਿਆਂ ਕਿਹਾ ਕਿ ਕਿਸਾਨ ਪਿਛਲੇ 10 ਦਿਨਾਂ ਤੋਂ ਆਪਣੀ ਫਸਲ ਲੈ ਕੇ ਮੰਡੀਆਂ ਵਿੱਚ ਬੈਠਾ ਹੈ ਪਰ ਖਰੀਦ ਨਹੀਂ ਹੋ ਰਹੀ। xyxy=(262,968,342,1040)
article-constable-body-found xyxy=(774,394,943,670)
article-body-col1: ਫਿਰੋਜ਼ਪੁਰ, 23 ਅਪ੍ਰੈਲ। ਜੰਗਲਾਤ ਵਰਕਰਜ਼ ਯੂਨੀਅਨ ਵੱਲੋਂ ਆਪਣੀਆਂ ਲਟਕਦੀਆਂ ਮੰਗਾਂ ਨੂੰ ਲੈ ਕੇ ਸਰਕਾਰ ਖਿਲਾਫ ਰੋਸ ਪ੍ਰਦਰਸ਼ਨ ਕੀਤਾ ਗਿਆ। ਆਗੂਆਂ ਨੇ ਕਿਹਾ ਕਿ ਕੱਚੇ ਕਾਮਿਆਂ ਨੂੰ ਪੱਕਾ ਕੀਤਾ ਜਾਵੇ ਅਤੇ ਤਨਖਾਹਾਂ ਸਮੇਂ ਸਿਰ ਦਿੱਤੀਆਂ ਜਾਣ। xyxy=(370,824,480,886)
article-body-col3: ਗਿੱਦੜਬਾਹਾ, 23 ਅਪ੍ਰੈਲ। ਭਾਜਪਾ ਉਮੀਦਵਾਰ ਹੰਸ ਰਾਜ ਹੰਸ ਦੇ ਪਿੰਡਾਂ ਵਿੱਚ ਪਹੁੰਚਣ ਤੇ ਕਿਸਾਨ ਜਥੇਬੰਦੀਆਂ ਵੱਲੋਂ ਭਾਰੀ ਵਿਰੋਧ ਕੀਤਾ ਗਿਆ। ਕਿਸਾਨਾਂ ਨੇ ਕਿਹਾ ਕਿ ਜਿਵੇਂ ਸਰਕਾਰ ਨੇ ਕਿਸਾਨਾਂ ਨੂੰ ਦਿੱਲੀ ਜਾਣ ਤੋਂ ਰੋਕਿਆ ਸੀ ਉਸੇ ਤਰ੍ਹਾਂ ਉਹ ਭਾਜਪਾ ਉਮੀਦਵਾਰਾਂ ਨੂੰ ਪਿੰਡਾਂ ਵਿੱਚ ਨਹੀਂ ਵੜਨ ਦੇਣਗੇ। xyxy=(296,602,526,643)
article-headline: ਸੂਰਤ (ਗੁਜਰਾਤ) ਤੋਂ ਭਾਜਪਾ ਉਮੀਦਵਾਰ ਨੂੰ ਜੇਤੂ ਐਲਾਨ ਦੇਣਾ ਹੈਰਾਨੀਜਨਕ, ਦੇਸ਼ ਵਾਸੀਆਂ ਨੂੰ ਜਾਗ੍ਰਿਤ ਹੋਣਾ ਚਾਹੀਦੈ : ਰਜਿੰਦਰ ਸਿੰਘ ਬਡਹੇੜੀ xyxy=(18,677,344,705)
article-body-col1: ਬਰਨਾਲਾ, 23 ਅਪ੍ਰੈਲ। ਭਾਰਤੀ ਕਿਸਾਨ ਯੂਨੀਅਨ ਏਕਤਾ ਉਗਰਾਹਾਂ ਦੇ ਆਗੂਆਂ ਵੱਲੋਂ ਵੱਖ-ਵੱਖ ਮੰਡੀਆਂ ਦਾ ਦੌਰਾ ਕਰਕੇ ਕਣਕ ਦੀ ਖਰੀਦ ਦਾ ਜਾਇਜ਼ਾ ਲਿਆ ਗਿਆ। ਆਗੂਆਂ ਨੇ ਕਿਹਾ ਕਿ ਕਿਸਾਨਾਂ ਨੂੰ ਮੰਡੀਆਂ ਵਿੱਚ ਕਿਸੇ ਕਿਸਮ ਦੀ ਖੱਜਲ ਖੁਆਰੀ ਨਹੀਂ ਹੋਣ ਦਿੱਤੀ ਜਾਵੇਗੀ। xyxy=(210,418,290,521)
students-award-photo xyxy=(344,1324,592,1428)
article-giddarbaha-protest xyxy=(296,394,768,670)
section-title: ਪੰਜਾਬ xyxy=(520,10,690,96)
article-body-col1: ਮੂਨਕ, 23 ਅਪ੍ਰੈਲ। ਨੈਸ਼ਨਲ ਸਪੋਰਟਸ 2023-24 ਵਿੱਚ ਡੀ.ਏ.ਵੀ ਸਕੂਲ ਮੂਨਕ ਦੇ ਵਿਦਿਆਰਥੀਆਂ ਨੇ ਕਬੱਡੀ ਮੁਕਾਬਲਿਆਂ ਵਿੱਚ ਸ਼ਾਨਦਾਰ ਪ੍ਰਦਰਸ਼ਨ ਕਰਕੇ ਸਕੂਲ ਦਾ ਨਾਮ ਰੌਸ਼ਨ ਕੀਤਾ। xyxy=(344,1234,592,1264)
article-body-col2: ਚੰਡੀਗੜ੍ਹ, 23 ਅਪ੍ਰੈਲ। ਪ੍ਰਮੁੱਖ ਸਿੱਖ ਚਿੰਤਕ ਰਜਿੰਦਰ ਸਿੰਘ ਬਡਹੇੜੀ ਨੇ ਕਿਹਾ ਕਿ ਸੂਰਤ ਤੋਂ ਭਾਜਪਾ ਉਮੀਦਵਾਰ ਨੂੰ ਬਿਨਾਂ ਵੋਟਾਂ ਪਏ ਜੇਤੂ ਐਲਾਨ ਦੇਣਾ ਲੋਕਤੰਤਰ ਲਈ ਚਿੰਤਾ ਦਾ ਵਿਸ਼ਾ ਹੈ ਅਤੇ ਦੇਸ਼ ਵਾਸੀਆਂ ਨੂੰ ਜਾਗਰੂਕ ਹੋਣਾ ਚਾਹੀਦਾ ਹੈ। xyxy=(218,720,360,771)
cyan-mark xyxy=(8,1496,15,1503)
article-body-col1: ਡੇਰਾਬੱਸੀ, 23 ਅਪ੍ਰੈਲ। ਵਿਧਾਇਕ ਕੁਲਜੀਤ ਸਿੰਘ ਰੰਧਾਵਾ ਨੇ ਹਲਕੇ ਦੀਆਂ ਦਾਣਾ ਮੰਡੀਆਂ ਦਾ ਦੌਰਾ ਕਰਕੇ ਖਰੀਦ ਪ੍ਰਬੰਧਾਂ ਦਾ ਜਾਇਜ਼ਾ ਲਿਆ ਅਤੇ ਅਧਿਕਾਰੀਆਂ ਨੂੰ ਹਦਾਇਤਾਂ ਦਿੱਤੀਆਂ। xyxy=(268,1240,340,1323)
magenta-mark xyxy=(310,1496,317,1503)
page-number: 3 xyxy=(917,0,945,26)
rajinder-singh-photo xyxy=(144,720,214,804)
article-headline: ਚੋਰੀਆਂ ਦੀਆਂ ਵਧਦੀਆਂ ਵਾਰਦਾਤਾਂ ਖ਼ਿਲਾਫ਼ ਇਕੱਠੇ ਹੋਏ ਕਿਸਾਨਾਂ ਨੂੰ ਪੁਲੀਸ ਨੇ ਕਾਰਵਾਈ ਕਰਨ ਦਾ ਦਿੱਤਾ ਭਰੋਸਾ xyxy=(362,945,692,973)
